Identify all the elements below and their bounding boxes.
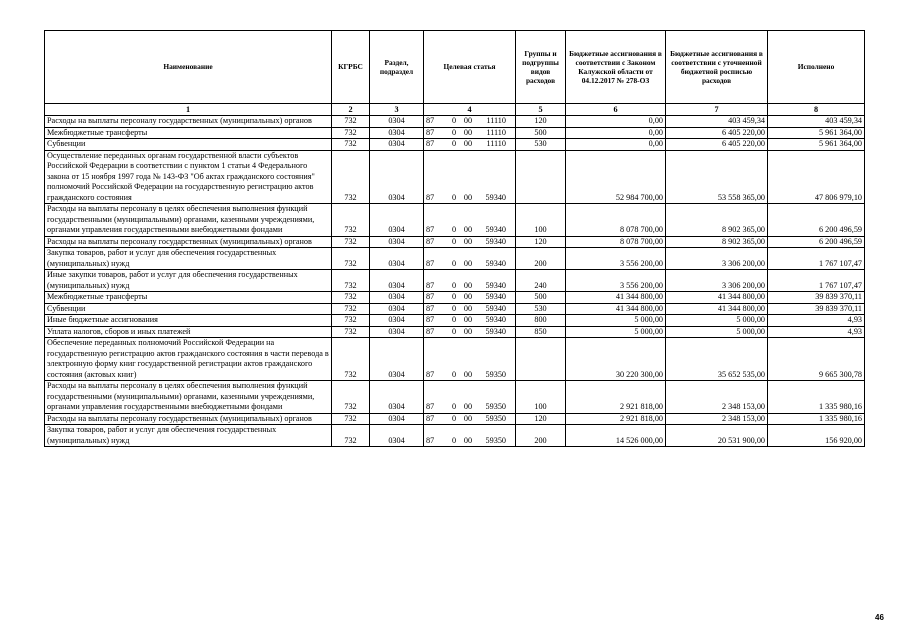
row-name: Обеспечение переданных полномочий Российской Федерации на государственную регистрацию актов гражданского состояния в части перевода в электронную форму книг государственной регистрации актов гражданского состояния (актовых книг) [45, 338, 332, 381]
target-program: 87 [426, 315, 435, 324]
row-name: Межбюджетные трансферты [45, 127, 332, 139]
target-subprogram: 0 [451, 236, 457, 246]
target-subprogram: 0 [451, 326, 457, 336]
row-law-amount: 52 984 700,00 [566, 150, 666, 204]
row-name: Осуществление переданных органам государственной власти субъектов Российской Федерации в соответствии с пунктом 1 статьи 4 Федерального закона от 15 ноября 1997 года № 143-ФЗ "Об актах гражданского состояния" полномочий Российской Федерации на государственную регистрацию актов гражданского состояния [45, 150, 332, 204]
row-target-code [424, 413, 516, 425]
row-section: 0304 [370, 303, 424, 315]
row-section: 0304 [370, 116, 424, 128]
row-expense-type [516, 338, 566, 381]
target-subprogram: 0 [451, 127, 457, 137]
row-law-amount: 5 000,00 [566, 315, 666, 327]
table-row [45, 381, 865, 414]
target-main-event: 00 [463, 258, 473, 268]
row-refined-amount: 20 531 900,00 [666, 425, 768, 447]
row-kgrbs: 732 [332, 292, 370, 304]
row-kgrbs: 732 [332, 150, 370, 204]
row-kgrbs: 732 [332, 303, 370, 315]
row-name: Закупка товаров, работ и услуг для обеспечения государственных (муниципальных) нужд [45, 425, 332, 447]
row-section: 0304 [370, 139, 424, 151]
row-law-amount: 5 000,00 [566, 326, 666, 338]
row-kgrbs: 732 [332, 127, 370, 139]
target-subprogram: 0 [451, 116, 457, 125]
column-number: 3 [370, 104, 424, 116]
row-section: 0304 [370, 381, 424, 414]
row-refined-amount: 2 348 153,00 [666, 413, 768, 425]
row-kgrbs: 732 [332, 326, 370, 338]
header-groups: Группы и подгруппы видов расходов [516, 31, 566, 104]
row-kgrbs: 732 [332, 381, 370, 414]
target-program: 87 [426, 127, 435, 137]
target-subprogram: 0 [451, 369, 457, 379]
row-name: Субвенции [45, 139, 332, 151]
target-main-event: 00 [463, 315, 473, 324]
table-row [45, 315, 865, 327]
budget-execution-table [44, 30, 865, 447]
row-law-amount: 8 078 700,00 [566, 204, 666, 237]
table-row [45, 425, 865, 447]
row-executed-amount: 5 961 364,00 [768, 127, 865, 139]
header-name: Наименование [45, 31, 332, 104]
row-target-code [424, 127, 516, 139]
row-target-code [424, 425, 516, 447]
row-expense-type: 100 [516, 204, 566, 237]
row-law-amount: 2 921 818,00 [566, 413, 666, 425]
target-main-event: 00 [463, 192, 473, 202]
row-target-code [424, 150, 516, 204]
row-name: Закупка товаров, работ и услуг для обеспечения государственных (муниципальных) нужд [45, 248, 332, 270]
row-expense-type: 120 [516, 236, 566, 248]
row-law-amount: 3 556 200,00 [566, 248, 666, 270]
table-row [45, 326, 865, 338]
row-law-amount: 30 220 300,00 [566, 338, 666, 381]
row-law-amount: 0,00 [566, 127, 666, 139]
target-program: 87 [426, 116, 435, 125]
target-subprogram: 0 [451, 303, 457, 313]
column-number: 7 [666, 104, 768, 116]
row-expense-type [516, 150, 566, 204]
row-refined-amount: 35 652 535,00 [666, 338, 768, 381]
target-direction: 59340 [485, 258, 506, 268]
row-expense-type: 530 [516, 303, 566, 315]
row-executed-amount: 5 961 364,00 [768, 139, 865, 151]
row-target-code [424, 248, 516, 270]
row-refined-amount: 41 344 800,00 [666, 303, 768, 315]
row-expense-type: 500 [516, 292, 566, 304]
header-kgrbs: КГРБС [332, 31, 370, 104]
row-name: Иные бюджетные ассигнования [45, 315, 332, 327]
row-refined-amount: 8 902 365,00 [666, 236, 768, 248]
row-executed-amount: 6 200 496,59 [768, 204, 865, 237]
row-executed-amount: 403 459,34 [768, 116, 865, 128]
row-law-amount: 0,00 [566, 139, 666, 151]
target-direction: 59340 [485, 292, 506, 301]
row-executed-amount: 39 839 370,11 [768, 292, 865, 304]
row-executed-amount: 39 839 370,11 [768, 303, 865, 315]
row-refined-amount: 6 405 220,00 [666, 127, 768, 139]
row-section: 0304 [370, 315, 424, 327]
target-direction: 59350 [485, 413, 506, 423]
row-target-code [424, 116, 516, 128]
row-section: 0304 [370, 248, 424, 270]
row-kgrbs: 732 [332, 248, 370, 270]
target-program: 87 [426, 236, 435, 246]
target-program: 87 [426, 413, 435, 423]
table-row [45, 270, 865, 292]
row-kgrbs: 732 [332, 270, 370, 292]
target-main-event: 00 [463, 435, 473, 445]
table-body [45, 116, 865, 447]
row-kgrbs: 732 [332, 425, 370, 447]
row-kgrbs: 732 [332, 413, 370, 425]
column-number-row [45, 104, 865, 116]
row-name: Расходы на выплаты персоналу государственных (муниципальных) органов [45, 116, 332, 128]
target-subprogram: 0 [451, 435, 457, 445]
target-main-event: 00 [463, 413, 473, 423]
target-main-event: 00 [463, 225, 473, 234]
target-subprogram: 0 [451, 292, 457, 301]
row-section: 0304 [370, 292, 424, 304]
row-executed-amount: 1 335 980,16 [768, 413, 865, 425]
target-program: 87 [426, 139, 435, 148]
table-header-row [45, 31, 865, 104]
target-direction: 11110 [486, 127, 506, 137]
row-target-code [424, 326, 516, 338]
target-direction: 59340 [485, 315, 506, 324]
row-executed-amount: 4,93 [768, 315, 865, 327]
row-refined-amount: 403 459,34 [666, 116, 768, 128]
target-subprogram: 0 [451, 413, 457, 423]
target-program: 87 [426, 192, 435, 202]
row-target-code [424, 292, 516, 304]
table-row [45, 303, 865, 315]
row-section: 0304 [370, 236, 424, 248]
row-executed-amount: 47 806 979,10 [768, 150, 865, 204]
row-refined-amount: 53 558 365,00 [666, 150, 768, 204]
row-executed-amount: 1 767 107,47 [768, 248, 865, 270]
row-target-code [424, 270, 516, 292]
row-expense-type: 500 [516, 127, 566, 139]
row-expense-type: 240 [516, 270, 566, 292]
table-row [45, 292, 865, 304]
table-row [45, 204, 865, 237]
row-section: 0304 [370, 338, 424, 381]
row-target-code [424, 315, 516, 327]
table-row [45, 236, 865, 248]
row-law-amount: 3 556 200,00 [566, 270, 666, 292]
row-section: 0304 [370, 326, 424, 338]
row-target-code [424, 139, 516, 151]
row-expense-type: 850 [516, 326, 566, 338]
target-direction: 59340 [485, 236, 506, 246]
row-executed-amount: 156 920,00 [768, 425, 865, 447]
row-target-code [424, 338, 516, 381]
row-name: Расходы на выплаты персоналу государственных (муниципальных) органов [45, 413, 332, 425]
row-section: 0304 [370, 204, 424, 237]
row-expense-type: 530 [516, 139, 566, 151]
row-refined-amount: 5 000,00 [666, 326, 768, 338]
table-row [45, 413, 865, 425]
target-program: 87 [426, 326, 435, 336]
table-row [45, 338, 865, 381]
row-kgrbs: 732 [332, 338, 370, 381]
table-row [45, 116, 865, 128]
row-expense-type: 120 [516, 413, 566, 425]
row-target-code [424, 381, 516, 414]
row-refined-amount: 8 902 365,00 [666, 204, 768, 237]
target-direction: 59340 [485, 326, 506, 336]
column-number: 5 [516, 104, 566, 116]
header-executed: Исполнено [768, 31, 865, 104]
target-main-event: 00 [463, 369, 473, 379]
row-name: Расходы на выплаты персоналу государственных (муниципальных) органов [45, 236, 332, 248]
row-refined-amount: 3 306 200,00 [666, 270, 768, 292]
row-target-code [424, 204, 516, 237]
row-name: Расходы на выплаты персоналу в целях обеспечения выполнения функций государственными (муниципальными) органами, казенными учреждениями, органами управления государственными внебюджетными фондами [45, 381, 332, 414]
column-number: 8 [768, 104, 865, 116]
header-refined: Бюджетные ассигнования в соответствии с уточненной бюджетной росписью расходов [666, 31, 768, 104]
table-row [45, 127, 865, 139]
target-program: 87 [426, 258, 435, 268]
table-row [45, 248, 865, 270]
row-refined-amount: 3 306 200,00 [666, 248, 768, 270]
row-executed-amount: 9 665 300,78 [768, 338, 865, 381]
row-kgrbs: 732 [332, 116, 370, 128]
header-section: Раздел, подраздел [370, 31, 424, 104]
target-direction: 59340 [485, 192, 506, 202]
target-subprogram: 0 [451, 258, 457, 268]
column-number: 6 [566, 104, 666, 116]
row-law-amount: 14 526 000,00 [566, 425, 666, 447]
target-program: 87 [426, 369, 435, 379]
target-direction: 59350 [485, 369, 506, 379]
target-program: 87 [426, 435, 435, 445]
target-subprogram: 0 [451, 139, 457, 148]
target-direction: 59340 [485, 303, 506, 313]
target-program: 87 [426, 225, 435, 234]
row-refined-amount: 41 344 800,00 [666, 292, 768, 304]
target-main-event: 00 [463, 292, 473, 301]
row-expense-type: 200 [516, 248, 566, 270]
target-main-event: 00 [463, 116, 473, 125]
target-subprogram: 0 [451, 280, 457, 290]
row-law-amount: 41 344 800,00 [566, 292, 666, 304]
row-executed-amount: 1 767 107,47 [768, 270, 865, 292]
target-subprogram: 0 [451, 402, 457, 411]
page-number: 46 [875, 613, 884, 622]
row-section: 0304 [370, 270, 424, 292]
row-executed-amount: 1 335 980,16 [768, 381, 865, 414]
table-row [45, 150, 865, 204]
row-executed-amount: 6 200 496,59 [768, 236, 865, 248]
row-section: 0304 [370, 425, 424, 447]
row-kgrbs: 732 [332, 315, 370, 327]
header-law: Бюджетные ассигнования в соответствии с Законом Калужской области от 04.12.2017 № 278-ОЗ [566, 31, 666, 104]
row-refined-amount: 6 405 220,00 [666, 139, 768, 151]
target-direction: 11110 [486, 139, 506, 148]
column-number: 2 [332, 104, 370, 116]
row-law-amount: 2 921 818,00 [566, 381, 666, 414]
row-law-amount: 8 078 700,00 [566, 236, 666, 248]
table-row [45, 139, 865, 151]
row-refined-amount: 5 000,00 [666, 315, 768, 327]
row-section: 0304 [370, 413, 424, 425]
row-section: 0304 [370, 150, 424, 204]
column-number: 4 [424, 104, 516, 116]
target-direction: 59350 [485, 402, 506, 411]
target-direction: 11110 [486, 116, 506, 125]
target-main-event: 00 [463, 326, 473, 336]
target-subprogram: 0 [451, 225, 457, 234]
row-kgrbs: 732 [332, 204, 370, 237]
target-main-event: 00 [463, 139, 473, 148]
row-section: 0304 [370, 127, 424, 139]
target-direction: 59340 [485, 280, 506, 290]
row-kgrbs: 732 [332, 236, 370, 248]
target-main-event: 00 [463, 303, 473, 313]
row-expense-type: 120 [516, 116, 566, 128]
header-target: Целевая статья [424, 31, 516, 104]
row-name: Уплата налогов, сборов и иных платежей [45, 326, 332, 338]
row-expense-type: 200 [516, 425, 566, 447]
row-expense-type: 100 [516, 381, 566, 414]
row-kgrbs: 732 [332, 139, 370, 151]
target-direction: 59340 [485, 225, 506, 234]
row-executed-amount: 4,93 [768, 326, 865, 338]
row-target-code [424, 303, 516, 315]
row-expense-type: 800 [516, 315, 566, 327]
target-program: 87 [426, 292, 435, 301]
target-main-event: 00 [463, 236, 473, 246]
row-name: Субвенции [45, 303, 332, 315]
target-subprogram: 0 [451, 315, 457, 324]
row-target-code [424, 236, 516, 248]
row-name: Иные закупки товаров, работ и услуг для обеспечения государственных (муниципальных) нужд [45, 270, 332, 292]
target-main-event: 00 [463, 280, 473, 290]
column-number: 1 [45, 104, 332, 116]
target-main-event: 00 [463, 127, 473, 137]
row-name: Расходы на выплаты персоналу в целях обеспечения выполнения функций государственными (муниципальными) органами, казенными учреждениями, органами управления государственными внебюджетными фондами [45, 204, 332, 237]
row-name: Межбюджетные трансферты [45, 292, 332, 304]
target-program: 87 [426, 303, 435, 313]
target-direction: 59350 [485, 435, 506, 445]
target-subprogram: 0 [451, 192, 457, 202]
row-refined-amount: 2 348 153,00 [666, 381, 768, 414]
row-law-amount: 41 344 800,00 [566, 303, 666, 315]
target-main-event: 00 [463, 402, 473, 411]
target-program: 87 [426, 402, 435, 411]
row-law-amount: 0,00 [566, 116, 666, 128]
target-program: 87 [426, 280, 435, 290]
